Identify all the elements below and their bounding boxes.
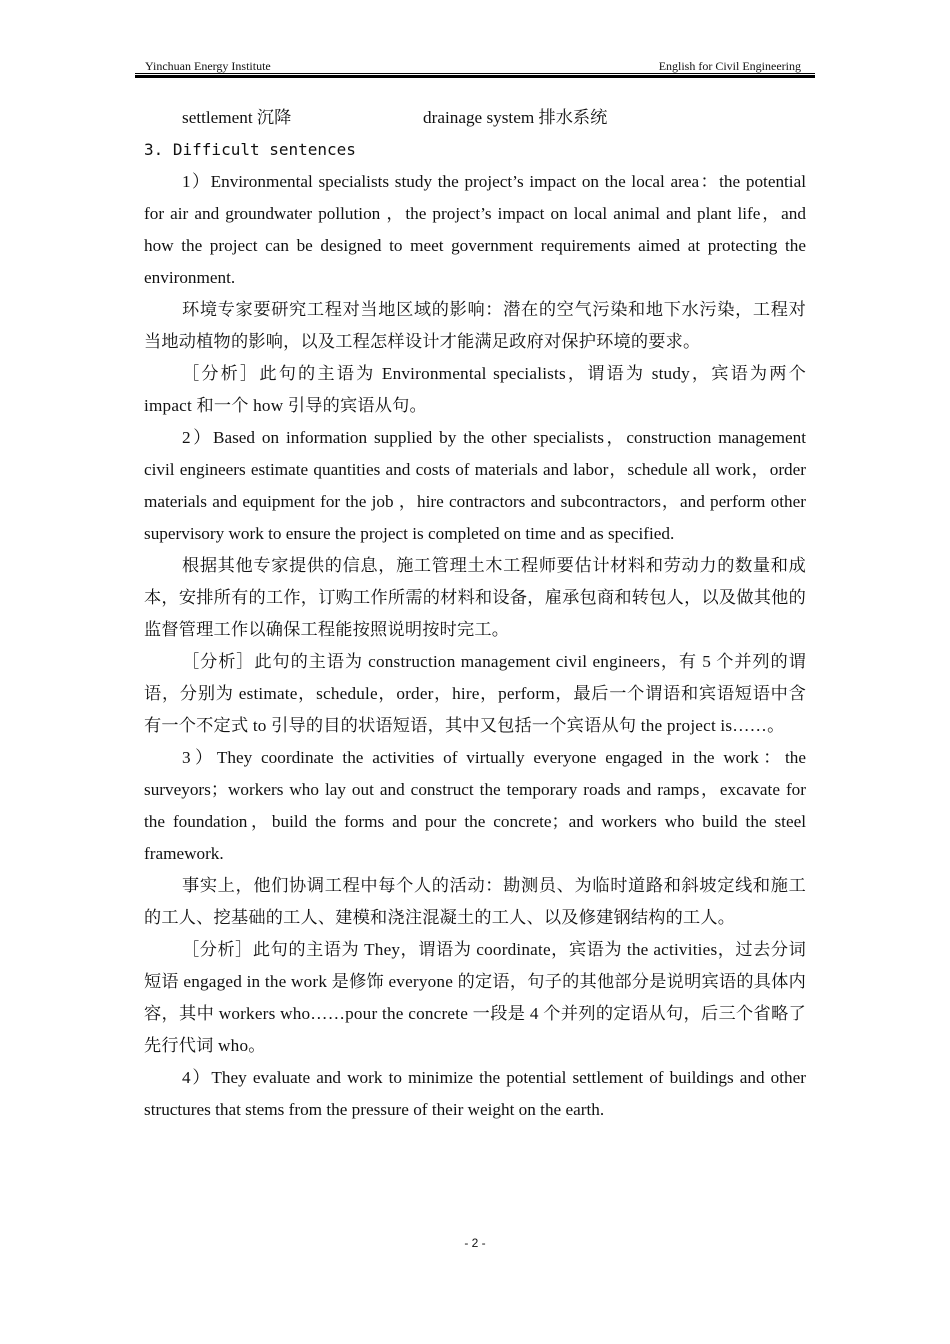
sentence-4-english: 4）They evaluate and work to minimize the potential settlement of buildings and other structures that stems from the pressure of their weight on the earth. <box>144 1068 806 1119</box>
page-number: - 2 - <box>464 1236 486 1250</box>
sentence-2-chinese: 根据其他专家提供的信息，施工管理土木工程师要估计材料和劳动力的数量和成本，安排所有的工作，订购工作所需的材料和设备，雇承包商和转包人，以及做其他的监督管理工作以确保工程能按照说明按时完工。 <box>144 556 806 639</box>
header-rule-thick <box>135 75 815 78</box>
sentence-1-english: 1）Environmental specialists study the project’s impact on the local area：the potential for air and groundwater pollution ，the project’s impact on local animal and plant life，and how the project can be designed to meet government requirements aimed at protecting the environment. <box>144 172 806 287</box>
running-header <box>135 58 815 74</box>
main-content <box>144 102 806 1126</box>
sentence-1-analysis: ［分析］此句的主语为 Environmental specialists，谓语为 study，宾语为两个 impact 和一个 how 引导的宾语从句。 <box>144 364 806 415</box>
sentence-1-chinese: 环境专家要研究工程对当地区域的影响：潜在的空气污染和地下水污染，工程对当地动植物的影响，以及工程怎样设计才能满足政府对保护环境的要求。 <box>144 300 806 351</box>
header-rule-thin <box>135 73 815 74</box>
vocab-row <box>144 102 806 134</box>
sentence-2-analysis: ［分析］此句的主语为 construction management civil engineers，有 5 个并列的谓语，分别为 estimate，schedule，order，hire，perform，最后一个谓语和宾语短语中含有一个不定式 to 引导的目的状语短语，其中又包括一个宾语从句 the project is……。 <box>144 652 806 735</box>
sentence-2-english: 2）Based on information supplied by the other specialists，construction management civil engineers estimate quantities and costs of materials and labor，schedule all work，order materials and equipment for the job ，hire contractors and subcontractors，and perform other supervisory work to ensure the project is completed on time and as specified. <box>144 428 806 543</box>
vocab-term-drainage: drainage system 排水系统 <box>423 108 608 127</box>
sentence-3-english: 3）They coordinate the activities of virtually everyone engaged in the work：the surveyors；workers who lay out and construct the temporary roads and ramps，excavate for the foundation，build the forms and pour the concrete；and workers who build the steel framework. <box>144 748 806 863</box>
sentence-3-chinese: 事实上，他们协调工程中每个人的活动：勘测员、为临时道路和斜坡定线和施工的工人、挖基础的工人、建模和浇注混凝土的工人、以及修建钢结构的工人。 <box>144 876 806 927</box>
sentence-3-analysis: ［分析］此句的主语为 They，谓语为 coordinate，宾语为 the activities，过去分词短语 engaged in the work 是修饰 everyone 的定语，句子的其他部分是说明宾语的具体内容，其中 workers who……pour the concrete 一段是 4 个并列的定语从句，后三个省略了先行代词 who。 <box>144 940 806 1055</box>
header-course: English for Civil Engineering <box>658 59 801 73</box>
header-institute: Yinchuan Energy Institute <box>145 59 271 73</box>
vocab-term-settlement: settlement 沉降 <box>182 108 292 127</box>
section-heading: 3. Difficult sentences <box>144 140 356 159</box>
